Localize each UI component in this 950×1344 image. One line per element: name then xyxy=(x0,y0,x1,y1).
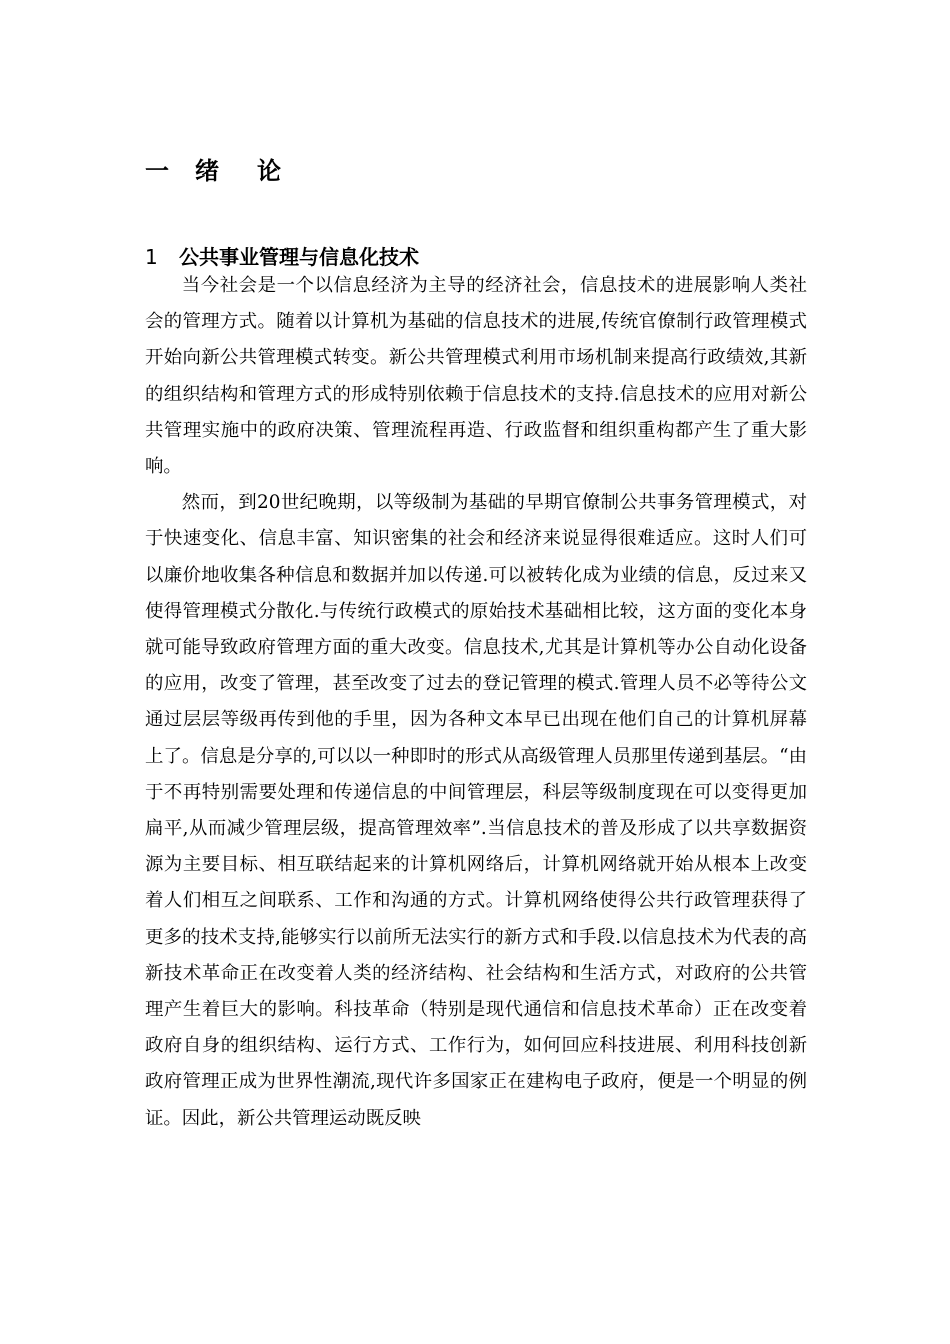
section-number: 1 xyxy=(145,244,158,269)
section-title: 公共事业管理与信息化技术 xyxy=(179,244,419,269)
chapter-title xyxy=(145,154,281,188)
body-text xyxy=(145,268,807,1137)
chapter-number: 一 xyxy=(145,157,169,186)
chapter-title-char-1: 绪 xyxy=(195,157,219,186)
paragraph-2: 然而，到20世纪晚期，以等级制为基础的早期官僚制公共事务管理模式，对于快速变化、信息丰富、知识密集的社会和经济来说显得很难适应。这时人们可以廉价地收集各种信息和数据并加以传递.可以被转化成为业绩的信息，反过来又使得管理模式分散化.与传统行政模式的原始技术基础相比较，这方面的变化本身就可能导致政府管理方面的重大改变。信息技术,尤其是计算机等办公自动化设备的应用，改变了管理，甚至改变了过去的登记管理的模式.管理人员不必等待公文通过层层等级再传到他的手里，因为各种文本早已出现在他们自己的计算机屏幕上了。信息是分享的,可以以一种即时的形式从高级管理人员那里传递到基层。“由于不再特别需要处理和传递信息的中间管理层，科层等级制度现在可以变得更加扁平,从而减少管理层级，提高管理效率”.当信息技术的普及形成了以共享数据资源为主要目标、相互联结起来的计算机网络后，计算机网络就开始从根本上改变着人们相互之间联系、工作和沟通的方式。计算机网络使得公共行政管理获得了更多的技术支持,能够实行以前所无法实行的新方式和手段.以信息技术为代表的高新技术革命正在改变着人类的经济结构、社会结构和生活方式，对政府的公共管理产生着巨大的影响。科技革命（特别是现代通信和信息技术革命）正在改变着政府自身的组织结构、运行方式、工作行为，如何回应科技进展、利用科技创新政府管理正成为世界性潮流,现代许多国家正在建构电子政府，便是一个明显的例证。因此，新公共管理运动既反映 xyxy=(145,492,807,1129)
chapter-title-char-2: 论 xyxy=(257,157,281,186)
paragraph-1: 当今社会是一个以信息经济为主导的经济社会，信息技术的进展影响人类社会的管理方式。随着以计算机为基础的信息技术的进展,传统官僚制行政管理模式开始向新公共管理模式转变。新公共管理模式利用市场机制来提高行政绩效,其新的组织结构和管理方式的形成特别依赖于信息技术的支持.信息技术的应用对新公共管理实施中的政府决策、管理流程再造、行政监督和组织重构都产生了重大影响。 xyxy=(145,275,807,478)
